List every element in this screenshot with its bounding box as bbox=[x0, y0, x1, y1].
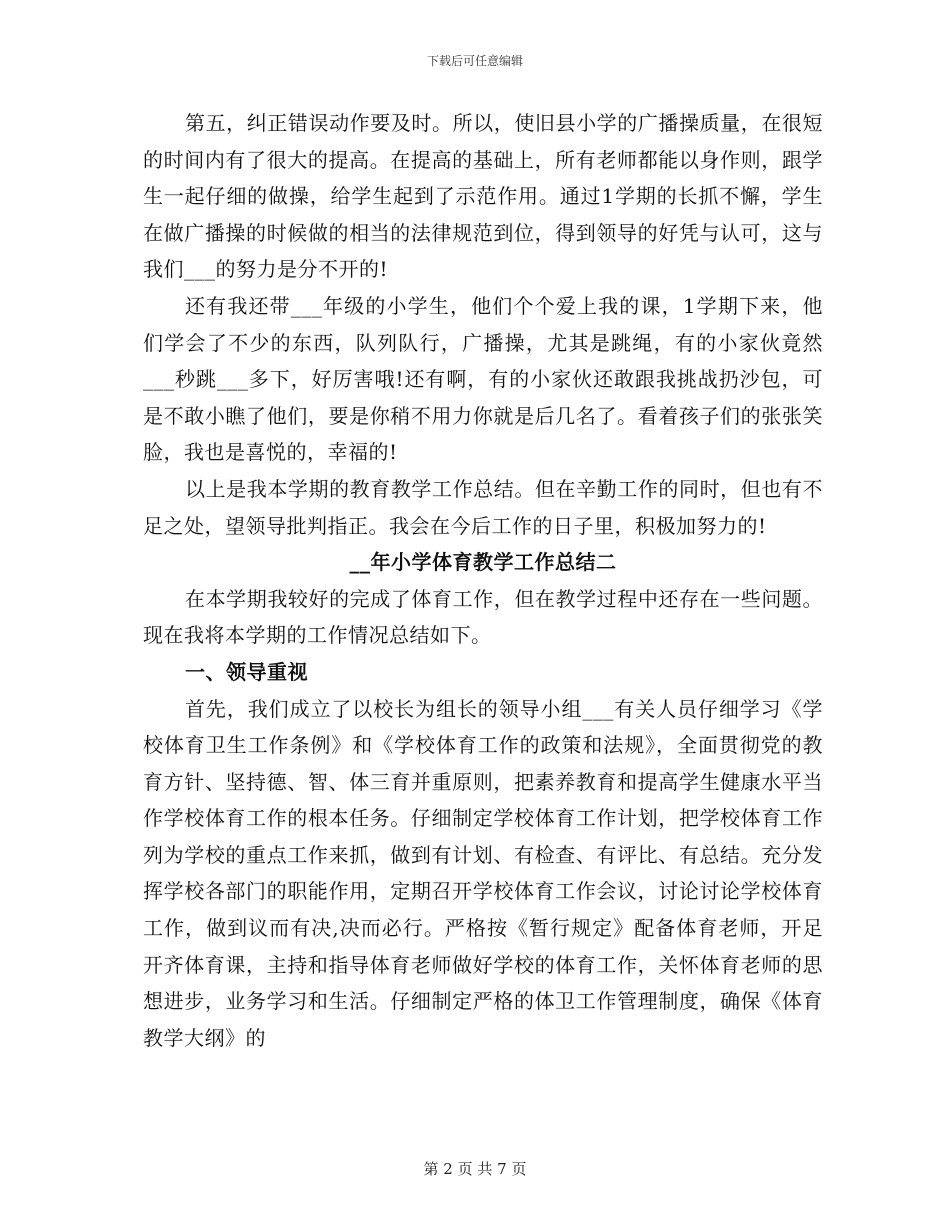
paragraph-leadership: 首先，我们成立了以校长为组长的领导小组___有关人员仔细学习《学校体育卫生工作条例》和《学校体育工作的政策和法规》，全面贯彻党的教育方针、坚持德、智、体三育并重原则，把素养教育和提高学生健康水平当作学校体育工作的根本任务。仔细制定学校体育工作计划，把学校体育工作列为学校的重点工作来抓，做到有计划、有检查、有评比、有总结。充分发挥学校各部门的职能作用，定期召开学校体育工作会议，讨论讨论学校体育工作，做到议而有决,决而必行。严格按《暂行规定》配备体育老师，开足开齐体育课，主持和指导体育老师做好学校的体育工作，关怀体育老师的思想进步，业务学习和生活。仔细制定严格的体卫工作管理制度，确保《体育教学大纲》的 bbox=[143, 696, 823, 1050]
page-header-note: 下载后可任意编辑 bbox=[426, 54, 523, 68]
paragraph-fifth-point: 第五，纠正错误动作要及时。所以，使旧县小学的广播操质量，在很短的时间内有了很大的提高。在提高的基础上，所有老师都能以身作则，跟学生一起仔细的做操，给学生起到了示范作用。通过1学期的长抓不懈，学生在做广播操的时候做的相当的法律规范到位，得到领导的好凭与认可，这与我们___的努力是分不开的! bbox=[143, 111, 823, 282]
paragraph-intro: 在本学期我较好的完成了体育工作，但在教学过程中还存在一些问题。现在我将本学期的工作情况总结如下。 bbox=[143, 586, 823, 648]
document-body bbox=[143, 105, 823, 1056]
paragraph-summary-close: 以上是我本学期的教育教学工作总结。但在辛勤工作的同时，但也有不足之处，望领导批判指正。我会在今后工作的日子里，积极加努力的! bbox=[143, 476, 823, 538]
subheading-leadership: 一、领导重视 bbox=[185, 659, 308, 684]
page-number: 第 2 页 共 7 页 bbox=[423, 1160, 527, 1178]
section-title: __年小学体育教学工作总结二 bbox=[349, 550, 617, 575]
paragraph-students: 还有我还带___年级的小学生，他们个个爱上我的课，1学期下来，他们学会了不少的东西，队列队行，广播操，尤其是跳绳，有的小家伙竟然___秒跳___多下，好厉害哦!还有啊，有的小家伙还敢跟我挑战扔沙包，可是不敢小瞧了他们，要是你稍不用力你就是后几名了。看着孩子们的张张笑脸，我也是喜悦的，幸福的! bbox=[143, 293, 823, 465]
